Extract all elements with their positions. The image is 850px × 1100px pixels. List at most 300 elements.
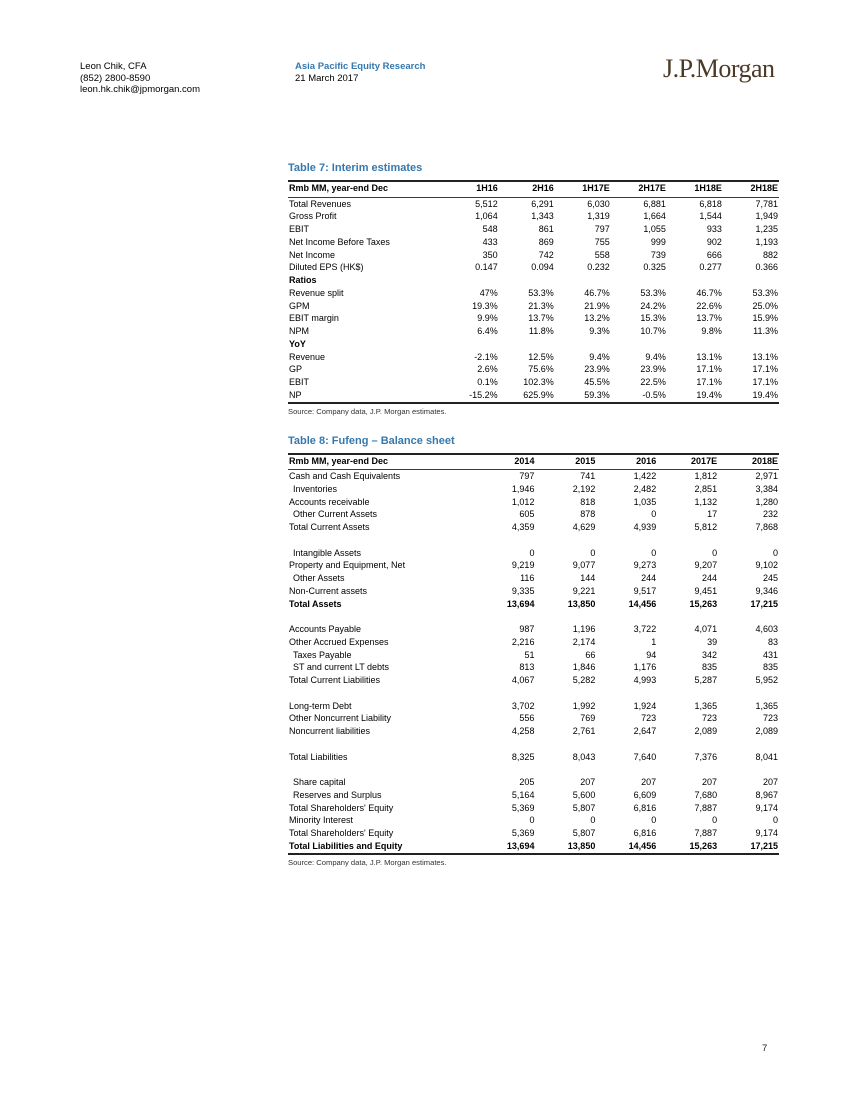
- table-row: [288, 351, 779, 364]
- cell-value: 9,221: [572, 585, 596, 596]
- cell-value: 6,030: [587, 198, 610, 209]
- cell-value: 13.1%: [696, 351, 722, 362]
- table-row: [288, 210, 779, 223]
- cell-value: 0.094: [531, 262, 554, 273]
- table-row: [288, 287, 779, 300]
- cell-value: 53.3%: [752, 287, 778, 298]
- row-label: EBIT: [289, 377, 310, 387]
- table-row: [288, 751, 779, 764]
- interim-estimates-block: [288, 162, 779, 416]
- analyst-email: leon.hk.chik@jpmorgan.com: [80, 84, 201, 96]
- row-label: GPM: [289, 300, 310, 311]
- cell-value: 207: [580, 777, 596, 787]
- cell-value: 1,280: [755, 496, 778, 507]
- row-label: Total Current Assets: [289, 522, 370, 532]
- cell-value: 739: [650, 249, 666, 260]
- cell-value: 83: [767, 636, 778, 647]
- cell-value: 59.3%: [584, 389, 610, 400]
- cell-value: 0.147: [475, 262, 498, 273]
- cell-value: 1,949: [755, 211, 778, 222]
- cell-value: 6.4%: [477, 326, 498, 336]
- cell-value: [723, 338, 779, 351]
- table-row: [288, 725, 779, 738]
- table-row: [288, 249, 779, 262]
- table-row: [288, 661, 779, 674]
- cell-value: 116: [520, 573, 535, 583]
- row-label: Non-Current assets: [289, 585, 368, 596]
- cell-value: 13,850: [567, 598, 596, 609]
- blank-cell: [288, 687, 779, 700]
- cell-value: [723, 274, 779, 287]
- cell-value: 53.3%: [528, 287, 554, 298]
- cell-value: 13.2%: [584, 313, 610, 324]
- column-header: 1H17E: [555, 181, 611, 197]
- cell-value: 0: [529, 547, 535, 558]
- cell-value: 7,887: [694, 802, 718, 813]
- cell-value: 5,952: [755, 675, 778, 685]
- cell-value: 8,041: [755, 751, 778, 762]
- cell-value: 8,325: [511, 751, 535, 762]
- cell-value: [443, 338, 499, 351]
- cell-value: 433: [482, 236, 498, 247]
- row-label: Other Noncurrent Liability: [289, 713, 392, 724]
- cell-value: 21.9%: [584, 300, 610, 311]
- row-label: Cash and Cash Equivalents: [289, 471, 401, 481]
- cell-value: 39: [707, 636, 718, 647]
- analyst-block: [80, 61, 200, 96]
- row-label: GP: [289, 364, 303, 375]
- column-header: Rmb MM, year-end Dec: [288, 181, 443, 197]
- cell-value: 4,067: [511, 675, 535, 685]
- row-label: Net Income Before Taxes: [289, 236, 390, 247]
- cell-value: 933: [706, 224, 722, 234]
- cell-value: 1,064: [475, 211, 498, 222]
- cell-value: -0.5%: [642, 389, 666, 400]
- column-header: 2018E: [718, 454, 779, 470]
- cell-value: 3,384: [755, 483, 778, 494]
- cell-value: [611, 338, 667, 351]
- cell-value: 13.1%: [752, 351, 778, 362]
- cell-value: 1,846: [572, 662, 596, 673]
- cell-value: [499, 338, 555, 351]
- cell-value: 2,482: [633, 483, 657, 494]
- cell-value: 22.5%: [640, 377, 666, 387]
- publication-date: 21 March 2017: [295, 72, 359, 84]
- row-label: EBIT margin: [289, 313, 339, 324]
- cell-value: 232: [762, 509, 778, 520]
- table-row: [288, 610, 779, 623]
- table-row: [288, 712, 779, 725]
- cell-value: 17.1%: [696, 377, 722, 387]
- cell-value: 1,365: [755, 700, 778, 711]
- cell-value: 9,174: [755, 802, 778, 813]
- cell-value: 4,629: [572, 522, 596, 532]
- cell-value: 19.3%: [472, 300, 498, 311]
- cell-value: 7,376: [694, 751, 718, 762]
- cell-value: 878: [580, 509, 596, 520]
- cell-value: 2,971: [755, 471, 778, 481]
- cell-value: 4,071: [694, 624, 718, 634]
- table-row: [288, 636, 779, 649]
- cell-value: 5,812: [694, 522, 718, 532]
- table7-title: Table 7: Interim estimates: [288, 162, 423, 174]
- cell-value: 7,640: [633, 751, 657, 762]
- cell-value: 1,812: [694, 471, 718, 481]
- row-label: Property and Equipment, Net: [289, 560, 406, 571]
- row-label: Total Assets: [289, 598, 342, 609]
- table-row: [288, 534, 779, 547]
- table-row: [288, 687, 779, 700]
- cell-value: 1,035: [633, 496, 657, 507]
- cell-value: 21.3%: [528, 300, 554, 311]
- cell-value: 4,603: [755, 624, 778, 634]
- row-label: Long-term Debt: [289, 700, 352, 711]
- table-row: [288, 789, 779, 802]
- table7-source: Source: Company data, J.P. Morgan estimates.: [288, 406, 447, 416]
- row-label: NPM: [289, 326, 309, 336]
- table-row: [288, 802, 779, 815]
- blank-cell: [288, 738, 779, 751]
- column-header: 2017E: [657, 454, 718, 470]
- cell-value: [499, 274, 555, 287]
- cell-value: 9,451: [694, 585, 718, 596]
- cell-value: 9,219: [511, 560, 535, 571]
- cell-value: 882: [762, 249, 778, 260]
- row-label: Ratios: [289, 275, 317, 285]
- row-label: Reserves and Surplus: [293, 789, 382, 800]
- cell-value: 2,216: [511, 636, 535, 647]
- cell-value: 0: [590, 815, 596, 826]
- publication-title: Asia Pacific Equity Research: [295, 61, 426, 72]
- cell-value: 5,512: [475, 198, 498, 209]
- cell-value: 4,359: [511, 522, 535, 532]
- cell-value: 1,343: [531, 211, 554, 222]
- row-label: ST and current LT debts: [293, 662, 390, 673]
- cell-value: 0: [712, 547, 718, 558]
- cell-value: 605: [519, 509, 535, 520]
- cell-value: 4,939: [633, 522, 657, 532]
- cell-value: 0: [651, 509, 657, 520]
- row-label: Total Liabilities: [289, 751, 348, 762]
- table-row: [288, 521, 779, 534]
- row-label: Accounts receivable: [289, 496, 370, 507]
- table-row: [288, 827, 779, 840]
- content-column: [288, 162, 779, 886]
- table-row: [288, 483, 779, 496]
- cell-value: 205: [519, 777, 535, 787]
- cell-value: 15.3%: [640, 313, 666, 324]
- table-row: [288, 300, 779, 313]
- cell-value: 7,887: [694, 828, 718, 838]
- row-label: Total Revenues: [289, 198, 352, 209]
- cell-value: 813: [519, 662, 535, 673]
- cell-value: 4,258: [511, 726, 535, 736]
- cell-value: 5,369: [511, 828, 535, 838]
- cell-value: 5,282: [572, 675, 596, 685]
- cell-value: 0: [712, 815, 718, 826]
- cell-value: 17.1%: [752, 377, 778, 387]
- cell-value: 0: [529, 815, 535, 826]
- cell-value: 6,816: [633, 828, 657, 838]
- cell-value: 17.1%: [752, 364, 778, 375]
- cell-value: 0.1%: [477, 377, 498, 387]
- cell-value: 11.3%: [753, 326, 778, 336]
- cell-value: 66: [585, 649, 596, 660]
- cell-value: [667, 338, 723, 351]
- row-label: Total Shareholders' Equity: [289, 828, 394, 838]
- cell-value: 987: [519, 624, 535, 634]
- column-header: 2H16: [499, 181, 555, 197]
- cell-value: 6,609: [633, 789, 657, 800]
- cell-value: 723: [702, 713, 718, 724]
- cell-value: 9.4%: [645, 351, 666, 362]
- header-row: [288, 454, 779, 470]
- balance-sheet-block: [288, 435, 779, 867]
- cell-value: 23.9%: [584, 364, 610, 375]
- table8-source: Source: Company data, J.P. Morgan estimates.: [288, 857, 447, 867]
- cell-value: 9,077: [572, 560, 596, 571]
- row-label: Other Assets: [293, 573, 345, 583]
- cell-value: 8,043: [572, 751, 596, 762]
- cell-value: 2,192: [572, 483, 596, 494]
- row-label: YoY: [289, 338, 306, 349]
- table-row: [288, 376, 779, 389]
- table-row: [288, 496, 779, 509]
- cell-value: 723: [641, 713, 657, 724]
- table-row: [288, 197, 779, 210]
- table-row: [288, 674, 779, 687]
- cell-value: 1,365: [694, 700, 718, 711]
- cell-value: 9,517: [633, 585, 657, 596]
- row-label: Gross Profit: [289, 211, 337, 222]
- row-label: Minority Interest: [289, 815, 354, 826]
- cell-value: 999: [650, 236, 666, 247]
- cell-value: 144: [580, 573, 596, 583]
- table-row: [288, 325, 779, 338]
- cell-value: [555, 338, 611, 351]
- cell-value: 25.0%: [752, 300, 778, 311]
- row-label: Inventories: [293, 483, 338, 494]
- cell-value: 797: [519, 471, 535, 481]
- cell-value: 3,702: [511, 700, 535, 711]
- cell-value: 869: [538, 236, 554, 247]
- cell-value: 19.4%: [752, 389, 778, 400]
- cell-value: [611, 274, 667, 287]
- cell-value: 2,647: [633, 726, 657, 736]
- column-header: Rmb MM, year-end Dec: [288, 454, 475, 470]
- cell-value: 1,012: [511, 496, 535, 507]
- cell-value: 13.7%: [696, 313, 722, 324]
- cell-value: 22.6%: [696, 300, 722, 311]
- cell-value: 207: [762, 777, 778, 787]
- cell-value: 1,319: [587, 211, 610, 222]
- cell-value: 1,946: [511, 483, 535, 494]
- cell-value: 741: [580, 471, 596, 481]
- cell-value: 10.7%: [640, 326, 666, 336]
- row-label: Total Shareholders' Equity: [289, 802, 394, 813]
- cell-value: 556: [519, 713, 535, 724]
- cell-value: 2,089: [694, 726, 718, 736]
- cell-value: 902: [706, 236, 722, 247]
- cell-value: 51: [524, 649, 535, 660]
- cell-value: [555, 274, 611, 287]
- cell-value: 0.366: [755, 262, 778, 273]
- cell-value: 6,291: [531, 198, 554, 209]
- cell-value: 1,544: [699, 211, 722, 222]
- cell-value: 558: [594, 249, 610, 260]
- cell-value: 5,287: [694, 675, 718, 685]
- row-label: Total Current Liabilities: [289, 675, 381, 685]
- column-header: 2H18E: [723, 181, 779, 197]
- analyst-phone: (852) 2800-8590: [80, 72, 151, 84]
- cell-value: [667, 274, 723, 287]
- interim-estimates-table: [288, 180, 779, 404]
- cell-value: 818: [580, 496, 596, 507]
- cell-value: 17,215: [750, 598, 778, 609]
- cell-value: 24.2%: [640, 300, 666, 311]
- cell-value: 0.232: [587, 262, 610, 273]
- table-row: [288, 585, 779, 598]
- table-row: [288, 470, 779, 483]
- cell-value: 207: [702, 777, 718, 787]
- cell-value: 5,600: [572, 789, 596, 800]
- row-label: EBIT: [289, 224, 310, 234]
- column-header: 1H18E: [667, 181, 723, 197]
- table-row: [288, 700, 779, 713]
- row-label: Other Current Assets: [293, 509, 378, 520]
- cell-value: 6,881: [643, 198, 666, 209]
- column-header: 2015: [535, 454, 596, 470]
- row-label: Total Liabilities and Equity: [289, 840, 403, 851]
- row-label: Intangible Assets: [293, 547, 362, 558]
- cell-value: 13.7%: [528, 313, 554, 324]
- cell-value: 1,924: [633, 700, 657, 711]
- table-row: [288, 508, 779, 521]
- table-row: [288, 738, 779, 751]
- cell-value: 1: [651, 636, 657, 647]
- cell-value: 797: [594, 224, 610, 234]
- cell-value: 1,422: [633, 471, 657, 481]
- cell-value: 19.4%: [696, 389, 722, 400]
- cell-value: 12.5%: [528, 351, 554, 362]
- table-row: [288, 649, 779, 662]
- cell-value: 14,456: [628, 840, 657, 851]
- cell-value: 14,456: [628, 598, 657, 609]
- table-row: [288, 763, 779, 776]
- cell-value: 0: [772, 547, 778, 558]
- cell-value: 1,992: [572, 700, 596, 711]
- table-row: [288, 236, 779, 249]
- row-label: Other Accrued Expenses: [289, 636, 389, 647]
- table-row: [288, 814, 779, 827]
- cell-value: 5,164: [511, 789, 535, 800]
- cell-value: 1,235: [755, 224, 778, 234]
- cell-value: 9.8%: [701, 326, 722, 336]
- cell-value: 350: [482, 249, 498, 260]
- table8-title: Table 8: Fufeng – Balance sheet: [288, 434, 455, 447]
- table-row: [288, 572, 779, 585]
- cell-value: 102.3%: [523, 377, 554, 387]
- cell-value: 15.9%: [752, 313, 778, 324]
- table-row: [288, 274, 779, 287]
- cell-value: 835: [702, 662, 718, 673]
- cell-value: 13,850: [567, 840, 596, 851]
- blank-cell: [288, 534, 779, 547]
- cell-value: 5,807: [572, 802, 596, 813]
- row-label: Revenue: [289, 351, 326, 362]
- cell-value: 45.5%: [584, 377, 610, 387]
- cell-value: 17.1%: [696, 364, 722, 375]
- blank-cell: [288, 610, 779, 623]
- cell-value: 244: [702, 573, 718, 583]
- cell-value: -2.1%: [474, 351, 498, 362]
- cell-value: 17: [707, 509, 718, 520]
- cell-value: 17,215: [750, 840, 778, 851]
- cell-value: 9,346: [755, 585, 778, 596]
- cell-value: 3,722: [633, 624, 657, 634]
- cell-value: 245: [762, 573, 778, 583]
- cell-value: 2,851: [694, 483, 718, 494]
- page-number: 7: [762, 1043, 768, 1054]
- cell-value: 431: [762, 649, 778, 660]
- analyst-name: Leon Chik, CFA: [80, 61, 147, 72]
- cell-value: 23.9%: [640, 364, 666, 375]
- cell-value: 6,816: [633, 802, 657, 813]
- cell-value: 75.6%: [528, 364, 554, 375]
- cell-value: 755: [594, 236, 610, 247]
- cell-value: 0.277: [699, 262, 722, 273]
- cell-value: 1,176: [633, 662, 657, 673]
- cell-value: [443, 274, 499, 287]
- cell-value: 666: [706, 249, 722, 260]
- table-row: [288, 312, 779, 325]
- row-label: Accounts Payable: [289, 624, 362, 634]
- table-row: [288, 623, 779, 636]
- cell-value: 7,868: [755, 522, 778, 532]
- cell-value: 0.325: [643, 262, 666, 273]
- cell-value: 9.3%: [589, 326, 610, 336]
- table-row: [288, 840, 779, 854]
- row-label: Revenue split: [289, 287, 344, 298]
- cell-value: 342: [702, 649, 718, 660]
- cell-value: 1,196: [572, 624, 596, 634]
- cell-value: 742: [538, 249, 554, 260]
- table-row: [288, 389, 779, 403]
- cell-value: 723: [762, 713, 778, 724]
- blank-cell: [288, 763, 779, 776]
- cell-value: 0: [651, 547, 657, 558]
- cell-value: 9,207: [694, 560, 718, 571]
- cell-value: 5,369: [511, 802, 535, 813]
- publication-block: [295, 61, 425, 84]
- cell-value: 1,664: [643, 211, 666, 222]
- cell-value: 1,193: [755, 236, 778, 247]
- cell-value: 1,055: [643, 224, 666, 234]
- cell-value: 94: [646, 649, 657, 660]
- row-label: Taxes Payable: [293, 649, 352, 660]
- cell-value: 53.3%: [640, 287, 666, 298]
- cell-value: 8,967: [755, 789, 778, 800]
- cell-value: 0: [651, 815, 657, 826]
- balance-sheet-table: [288, 453, 779, 855]
- cell-value: 2.6%: [477, 364, 498, 375]
- cell-value: 9.4%: [589, 351, 610, 362]
- table-row: [288, 261, 779, 274]
- row-label: NP: [289, 389, 302, 400]
- cell-value: 2,174: [572, 636, 596, 647]
- cell-value: 13,694: [506, 598, 535, 609]
- cell-value: 11.8%: [528, 326, 554, 336]
